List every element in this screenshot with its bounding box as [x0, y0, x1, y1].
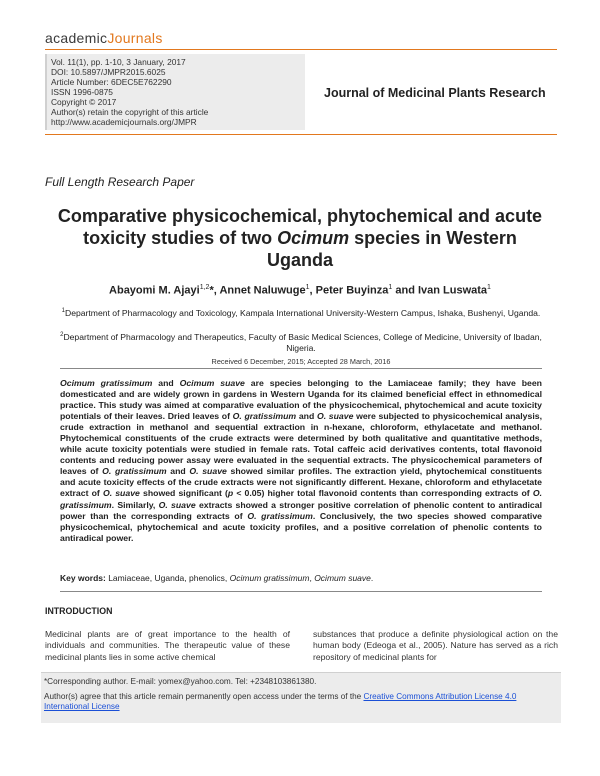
author-name: Ivan Luswata [417, 284, 488, 297]
pub-info-line: Copyright © 2017 [51, 97, 117, 107]
introduction-heading: INTRODUCTION [45, 606, 113, 616]
keywords-end: . [370, 573, 374, 583]
keywords [60, 573, 542, 583]
abstract-italic-term: Ocimum gratissimum [60, 378, 153, 388]
keywords-separator: , [309, 573, 315, 583]
author-separator: , [309, 284, 316, 297]
author-separator: *, [209, 284, 220, 297]
abstract-text: < 0.05) higher total flavonoid contents than corresponding extracts of [233, 488, 533, 499]
abstract-italic-term: O. gratissimum [60, 488, 542, 510]
author-name: Peter Buyinza [315, 284, 389, 297]
abstract-text: and [152, 378, 180, 388]
abstract-italic-term: O. gratissimum [232, 411, 297, 422]
abstract-italic-term: O. gratissimum [102, 466, 167, 477]
author-affiliation-mark: 1 [388, 284, 393, 291]
affiliation-2 [45, 330, 557, 354]
pub-info-line: Author(s) retain the copyright of this article [51, 107, 209, 117]
license-statement [44, 692, 558, 713]
affiliation-number: 1 [61, 308, 66, 314]
logo-text-journals: Journals [107, 30, 163, 46]
footnote-box [41, 672, 561, 723]
abstract-text: extracts showed a stronger positive correlation of phenolic content to antiradical power than the corresponding extracts of [60, 499, 543, 521]
abstract [60, 378, 542, 544]
abstract-italic-term: O. suave [102, 488, 140, 499]
journal-logo [45, 30, 163, 46]
author-affiliation-mark: 1 [305, 284, 310, 291]
header-rule-bottom [45, 134, 557, 135]
author-separator: and [392, 284, 418, 297]
pub-info-url[interactable]: http://www.academicjournals.org/JMPR [51, 117, 197, 127]
paper-type: Full Length Research Paper [45, 175, 195, 189]
affiliation-text: Department of Pharmacology and Therapeutics, Faculty of Basic Medical Sciences, College of Medicine, University of Ibadan, Nigeria. [63, 331, 542, 353]
abstract-italic-term: O. suave [158, 499, 196, 510]
pub-info-line: ISSN 1996-0875 [51, 87, 113, 97]
abstract-italic-term: O. gratissimum [247, 510, 313, 521]
abstract-text: were subjected to physicochemical analysis, crude extraction in methanol and sequential extraction in n-hexane, chloroform, ethylacetate and methanol. Phytochemical constituents of the crude extracts were determined by both qualitative and quantitative methods, while acute toxicity potentials were studied in female rats. Total caffeic acid derivatives contents, total flavonoid contents and reducing power assay were evaluated in the sequential extracts. The physicochemical parameters of leaves of [60, 411, 542, 477]
affiliation-1 [45, 306, 557, 319]
abstract-italic-term: O. suave [316, 411, 354, 422]
header-rule-top [45, 49, 557, 50]
body-column-left: Medicinal plants are of great importance to the health of individuals and communities. The therapeutic value of these medicinal plants lies in some active chemical [45, 629, 290, 662]
keyword-species-1: Ocimum gratissimum [229, 573, 310, 583]
logo-text-academic: academic [45, 30, 108, 46]
keywords-plain: Lamiaceae, Uganda, phenolics, [105, 573, 230, 583]
license-link[interactable]: Creative Commons Attribution License 4.0 International License [44, 691, 517, 711]
keyword-species-2: Ocimum suave [314, 573, 371, 583]
abstract-text: and [166, 466, 190, 477]
abstract-italic-term: Ocimum suave [179, 378, 245, 388]
journal-name: Journal of Medicinal Plants Research [324, 86, 546, 100]
abstract-text: showed significant ( [139, 488, 228, 499]
abstract-italic-term: O. suave [189, 466, 227, 477]
author-affiliation-mark: 1,2 [199, 284, 210, 291]
received-accepted-dates: Received 6 December, 2015; Accepted 28 March, 2016 [211, 357, 391, 366]
author-list [50, 284, 550, 297]
abstract-text: are species belonging to the Lamiaceae family; they have been domesticated and are widely grown in gardens in Western Uganda for its claimed beneficial effect in ethnomedical practice. This study was aimed at comparative evaluation of the physicochemical, phytochemical and acute toxicity potentials of their leaves. Dried leaves of [60, 378, 542, 422]
affiliation-number: 2 [60, 332, 64, 338]
body-column-right: substances that produce a definite physiological action on the human body (Edeoga et al., 2005). Nature has served as a rich repository of medicinal plants for [313, 629, 558, 662]
abstract-text: . Conclusively, the two species showed comparative physicochemical, phytochemical and acute toxicity profiles, and a positive correlation of phenolic contents to antiradical power. [60, 510, 542, 543]
abstract-text: and [296, 411, 317, 422]
abstract-italic-term: p [227, 488, 234, 499]
corresponding-author: *Corresponding author. E-mail: yomex@yahoo.com. Tel: +2348103861380. [44, 677, 317, 686]
title-part-2: species in Western Uganda [266, 228, 517, 270]
title-genus: Ocimum [277, 228, 350, 248]
abstract-text: . Similarly, [111, 499, 159, 510]
pub-info-line: Vol. 11(1), pp. 1-10, 3 January, 2017 [51, 57, 186, 67]
pub-info-line: Article Number: 6DEC5E762290 [51, 77, 172, 87]
paper-title [50, 205, 550, 271]
abstract-rule-top [60, 368, 542, 369]
abstract-text: showed similar profiles. The extraction yield, phytochemical constituents and acute toxicity effects of the crude extracts were not significantly different. Hexane, chloroform and ethylacetate extract of [60, 466, 542, 499]
license-text: Author(s) agree that this article remain permanently open access under the terms of the [44, 691, 364, 701]
publication-info-box [45, 54, 305, 130]
title-part-1: Comparative physicochemical, phytochemical and acute toxicity studies of two [57, 206, 543, 248]
pub-info-line: DOI: 10.5897/JMPR2015.6025 [51, 67, 166, 77]
author-name: Abayomi M. Ajayi [109, 284, 200, 297]
author-affiliation-mark: 1 [487, 284, 491, 291]
author-name: Annet Naluwuge [219, 284, 306, 297]
keywords-label: Key words: [60, 573, 106, 583]
abstract-rule-bottom [60, 591, 542, 592]
affiliation-text: Department of Pharmacology and Toxicology, Kampala International University-Western Campus, Ishaka, Bushenyi, Uganda. [65, 307, 541, 318]
